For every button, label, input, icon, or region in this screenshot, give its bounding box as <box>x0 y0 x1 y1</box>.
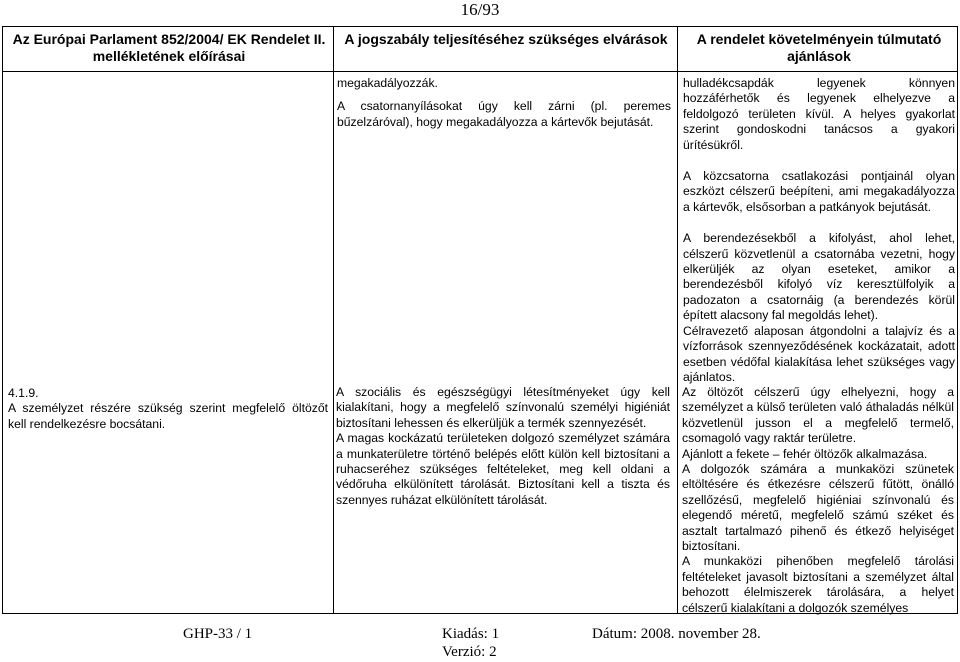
paragraph: Az öltözőt célszerű úgy elhelyezni, hogy a személyzet a külső területen való áthaladás nélkül közvetlenül jusson el a megfelelő termelő, csomagoló vagy raktár területre. <box>682 385 954 446</box>
paragraph: megakadályozzák. <box>337 76 438 90</box>
header-col-expectations: A jogszabály teljesítéséhez szükséges elvárások <box>344 31 668 47</box>
footer-version: Verzió: 2 <box>442 644 497 660</box>
header-col-recommendations: A rendelet követelményein túlmutató ajánlások <box>696 31 942 64</box>
paragraph: Ajánlott a fekete – fehér öltözők alkalmazása. <box>682 446 928 461</box>
expectations-text-row2 <box>336 385 670 508</box>
header-divider <box>3 71 957 72</box>
paragraph: A magas kockázatú területeken dolgozó személyzet számára a munkaterületre történő belépés előtt külön kell biztosítani a ruhacseréhez szükséges feltételeket, meg kell oldani a védőruha elkülönített tárolását. Biztosítani kell a tiszta és szennyes ruházat elkülönített tárolását. <box>336 431 670 507</box>
paragraph: A munkaközi pihenőben megfelelő tárolási feltételeket javasolt biztosítani a személyzet által behozott élelmiszerek tárolására, a helyet célszerű kialakítani a dolgozók személyes <box>682 554 954 615</box>
paragraph: A szociális és egészségügyi létesítményeket úgy kell kialakítani, hogy a megfelelő színvonalú személyi higiéniát biztosítani lehessen és elkerüljük a termék szennyezését. <box>336 385 670 430</box>
paragraph: A berendezésekből a kifolyást, ahol lehet, célszerű közvetlenül a csatornába vezetni, hogy elkerüljék az olyan eseteket, amikor a berendezésből kifolyó víz keresztülfolyik a padozaton a csatornáig (a berendezés körül épített alacsony fal megoldás lehet). <box>683 231 955 323</box>
paragraph: A csatornanyílásokat úgy kell zárni (pl. peremes bűzelzáróval), hogy megakadályozza a kártevők bejutását. <box>337 99 671 129</box>
footer-date: Dátum: 2008. november 28. <box>592 626 761 642</box>
paragraph: A közcsatorna csatlakozási pontjainál olyan eszközt célszerű beépíteni, ami megakadályozza a kártevők, elsősorban a patkányok bejutását. <box>683 169 955 214</box>
page-number: 16/93 <box>460 0 500 19</box>
paragraph: hulladékcsapdák legyenek könnyen hozzáférhetők és legyenek elhelyezve a feldolgozó területen kívül. A helyes gyakorlat szerint gondoskodni tanácsos a gyakori ürítésükről. <box>683 76 955 152</box>
requirement-4-1-9 <box>8 386 328 432</box>
section-number: 4.1.9. <box>8 386 39 400</box>
expectations-text-row1 <box>337 76 671 130</box>
header-col-requirements: Az Európai Parlament 852/2004/ EK Rendelet II. mellékletének előírásai <box>12 31 326 64</box>
recommendations-text-row1 <box>683 76 955 385</box>
paragraph: Célravezető alaposan átgondolni a talajvíz és a vízforrások szennyeződésének kockázatait, adott esetben védőfal kialakítása lehet szükséges vagy ajánlatos. <box>683 323 955 384</box>
column-divider <box>677 27 678 613</box>
footer-edition: Kiadás: 1 <box>442 626 500 642</box>
paragraph: A személyzet részére szükség szerint megfelelő öltözőt kell rendelkezésre bocsátani. <box>8 401 328 431</box>
footer-doc-id: GHP-33 / 1 <box>183 626 253 642</box>
column-divider <box>333 27 334 613</box>
recommendations-text-row2 <box>682 385 954 616</box>
paragraph: A dolgozók számára a munkaközi szünetek eltöltésére és étkezésre célszerű fűtött, önálló szellőzésű, megfelelő higiéniai színvonalú és elegendő méretű, megfelelő számú széket és asztalt tartalmazó pihenő és étkező helyiséget biztosítani. <box>682 462 954 554</box>
